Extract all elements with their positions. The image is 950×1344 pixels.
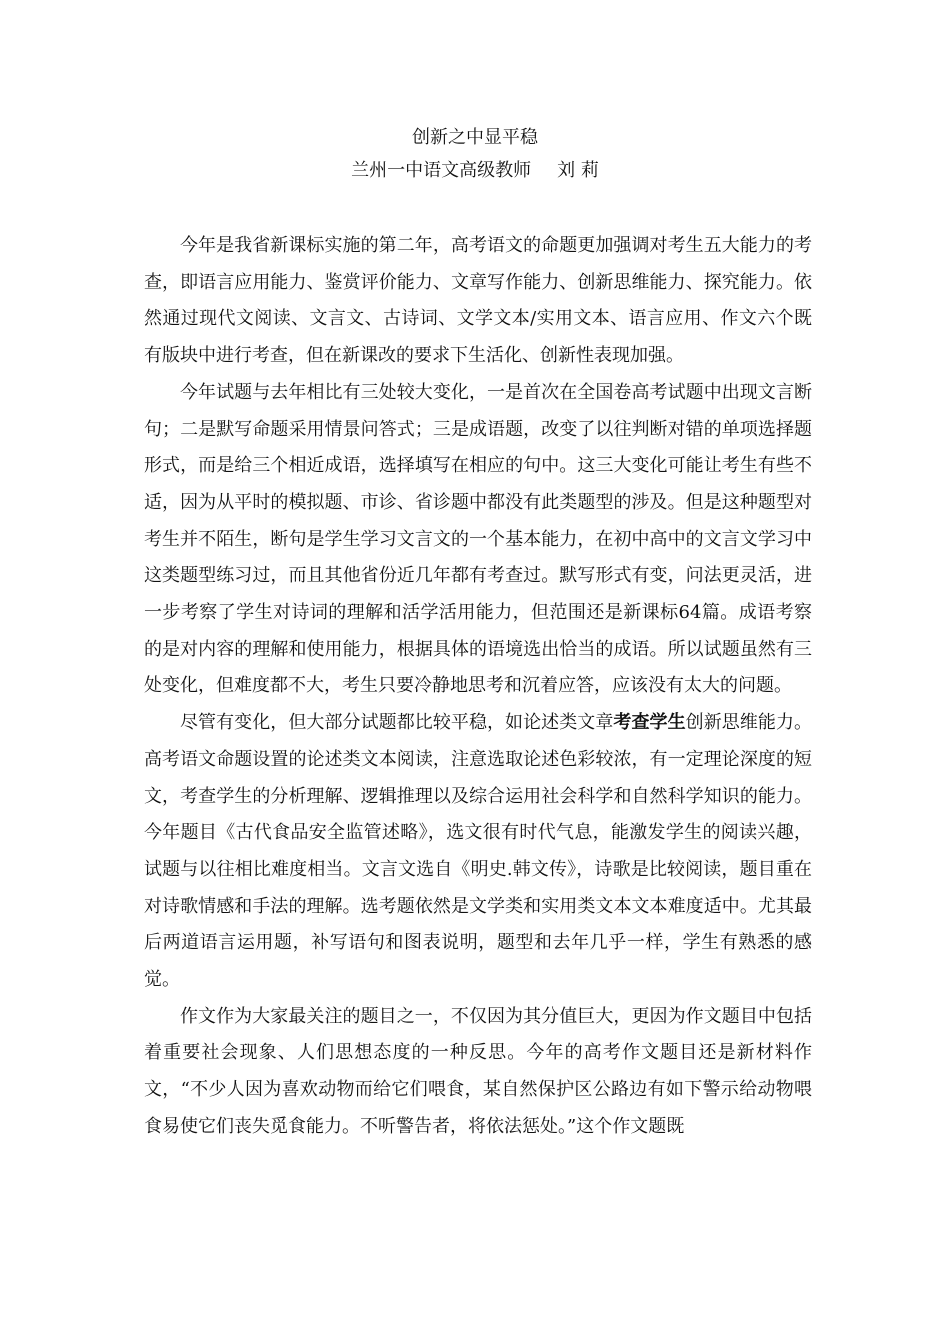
author-line [0,159,950,183]
document-body [144,228,812,1146]
author-name: 刘 莉 [557,160,599,181]
paragraph-2: 今年试题与去年相比有三处较大变化，一是首次在全国卷高考试题中出现文言断句；二是默写命题采用情景问答式；三是成语题，改变了以往判断对错的单项选择题形式，而是给三个相近成语，选择填写在相应的句中。这三大变化可能让考生有些不适，因为从平时的模拟题、市诊、省诊题中都没有此类题型的涉及。但是这种题型对考生并不陌生，断句是学生学习文言文的一个基本能力，在初中高中的文言文学习中这类题型练习过，而且其他省份近几年都有考查过。默写形式有变，问法更灵活，进一步考察了学生对诗词的理解和活学活用能力，但范围还是新课标64篇。成语考察的是对内容的理解和使用能力，根据具体的语境选出恰当的成语。所以试题虽然有三处变化，但难度都不大，考生只要冷静地思考和沉着应答，应该没有太大的问题。 [144,381,812,697]
paragraph-3-text-after: 创新思维能力。高考语文命题设置的论述类文本阅读，注意选取论述色彩较浓，有一定理论深度的短文，考查学生的分析理解、逻辑推理以及综合运用社会科学和自然科学知识的能力。今年题目《古代食品安全监管述略》，选文很有时代气息，能激发学生的阅读兴趣，试题与以往相比难度相当。文言文选自《明史.韩文传》，诗歌是比较阅读，题目重在对诗歌情感和手法的理解。选考题依然是文学类和实用类文本文本难度适中。尤其最后两道语言运用题，补写语句和图表说明，题型和去年几乎一样，学生有熟悉的感觉。 [144,712,813,991]
paragraph-1: 今年是我省新课标实施的第二年，高考语文的命题更加强调对考生五大能力的考查，即语言应用能力、鉴赏评价能力、文章写作能力、创新思维能力、探究能力。依然通过现代文阅读、文言文、古诗词、文学文本/实用文本、语言应用、作文六个既有版块中进行考查，但在新课改的要求下生活化、创新性表现加强。 [144,235,812,367]
document-title: 创新之中显平稳 [412,127,538,148]
paragraph-3-text-before: 尽管有变化，但大部分试题都比较平稳，如论述类文章 [180,712,614,734]
paragraph-4: 作文作为大家最关注的题目之一，不仅因为其分值巨大，更因为作文题目中包括着重要社会现象、人们思想态度的一种反思。今年的高考作文题目还是新材料作文，“不少人因为喜欢动物而给它们喂食，某自然保护区公路边有如下警示给动物喂食易使它们丧失觅食能力。不听警告者，将依法惩处。”这个作文题既 [144,1005,812,1137]
paragraph-3-bold-phrase: 考查学生 [613,712,686,734]
author-affiliation: 兰州一中语文高级教师 [351,160,532,181]
paragraph-3 [144,705,812,999]
